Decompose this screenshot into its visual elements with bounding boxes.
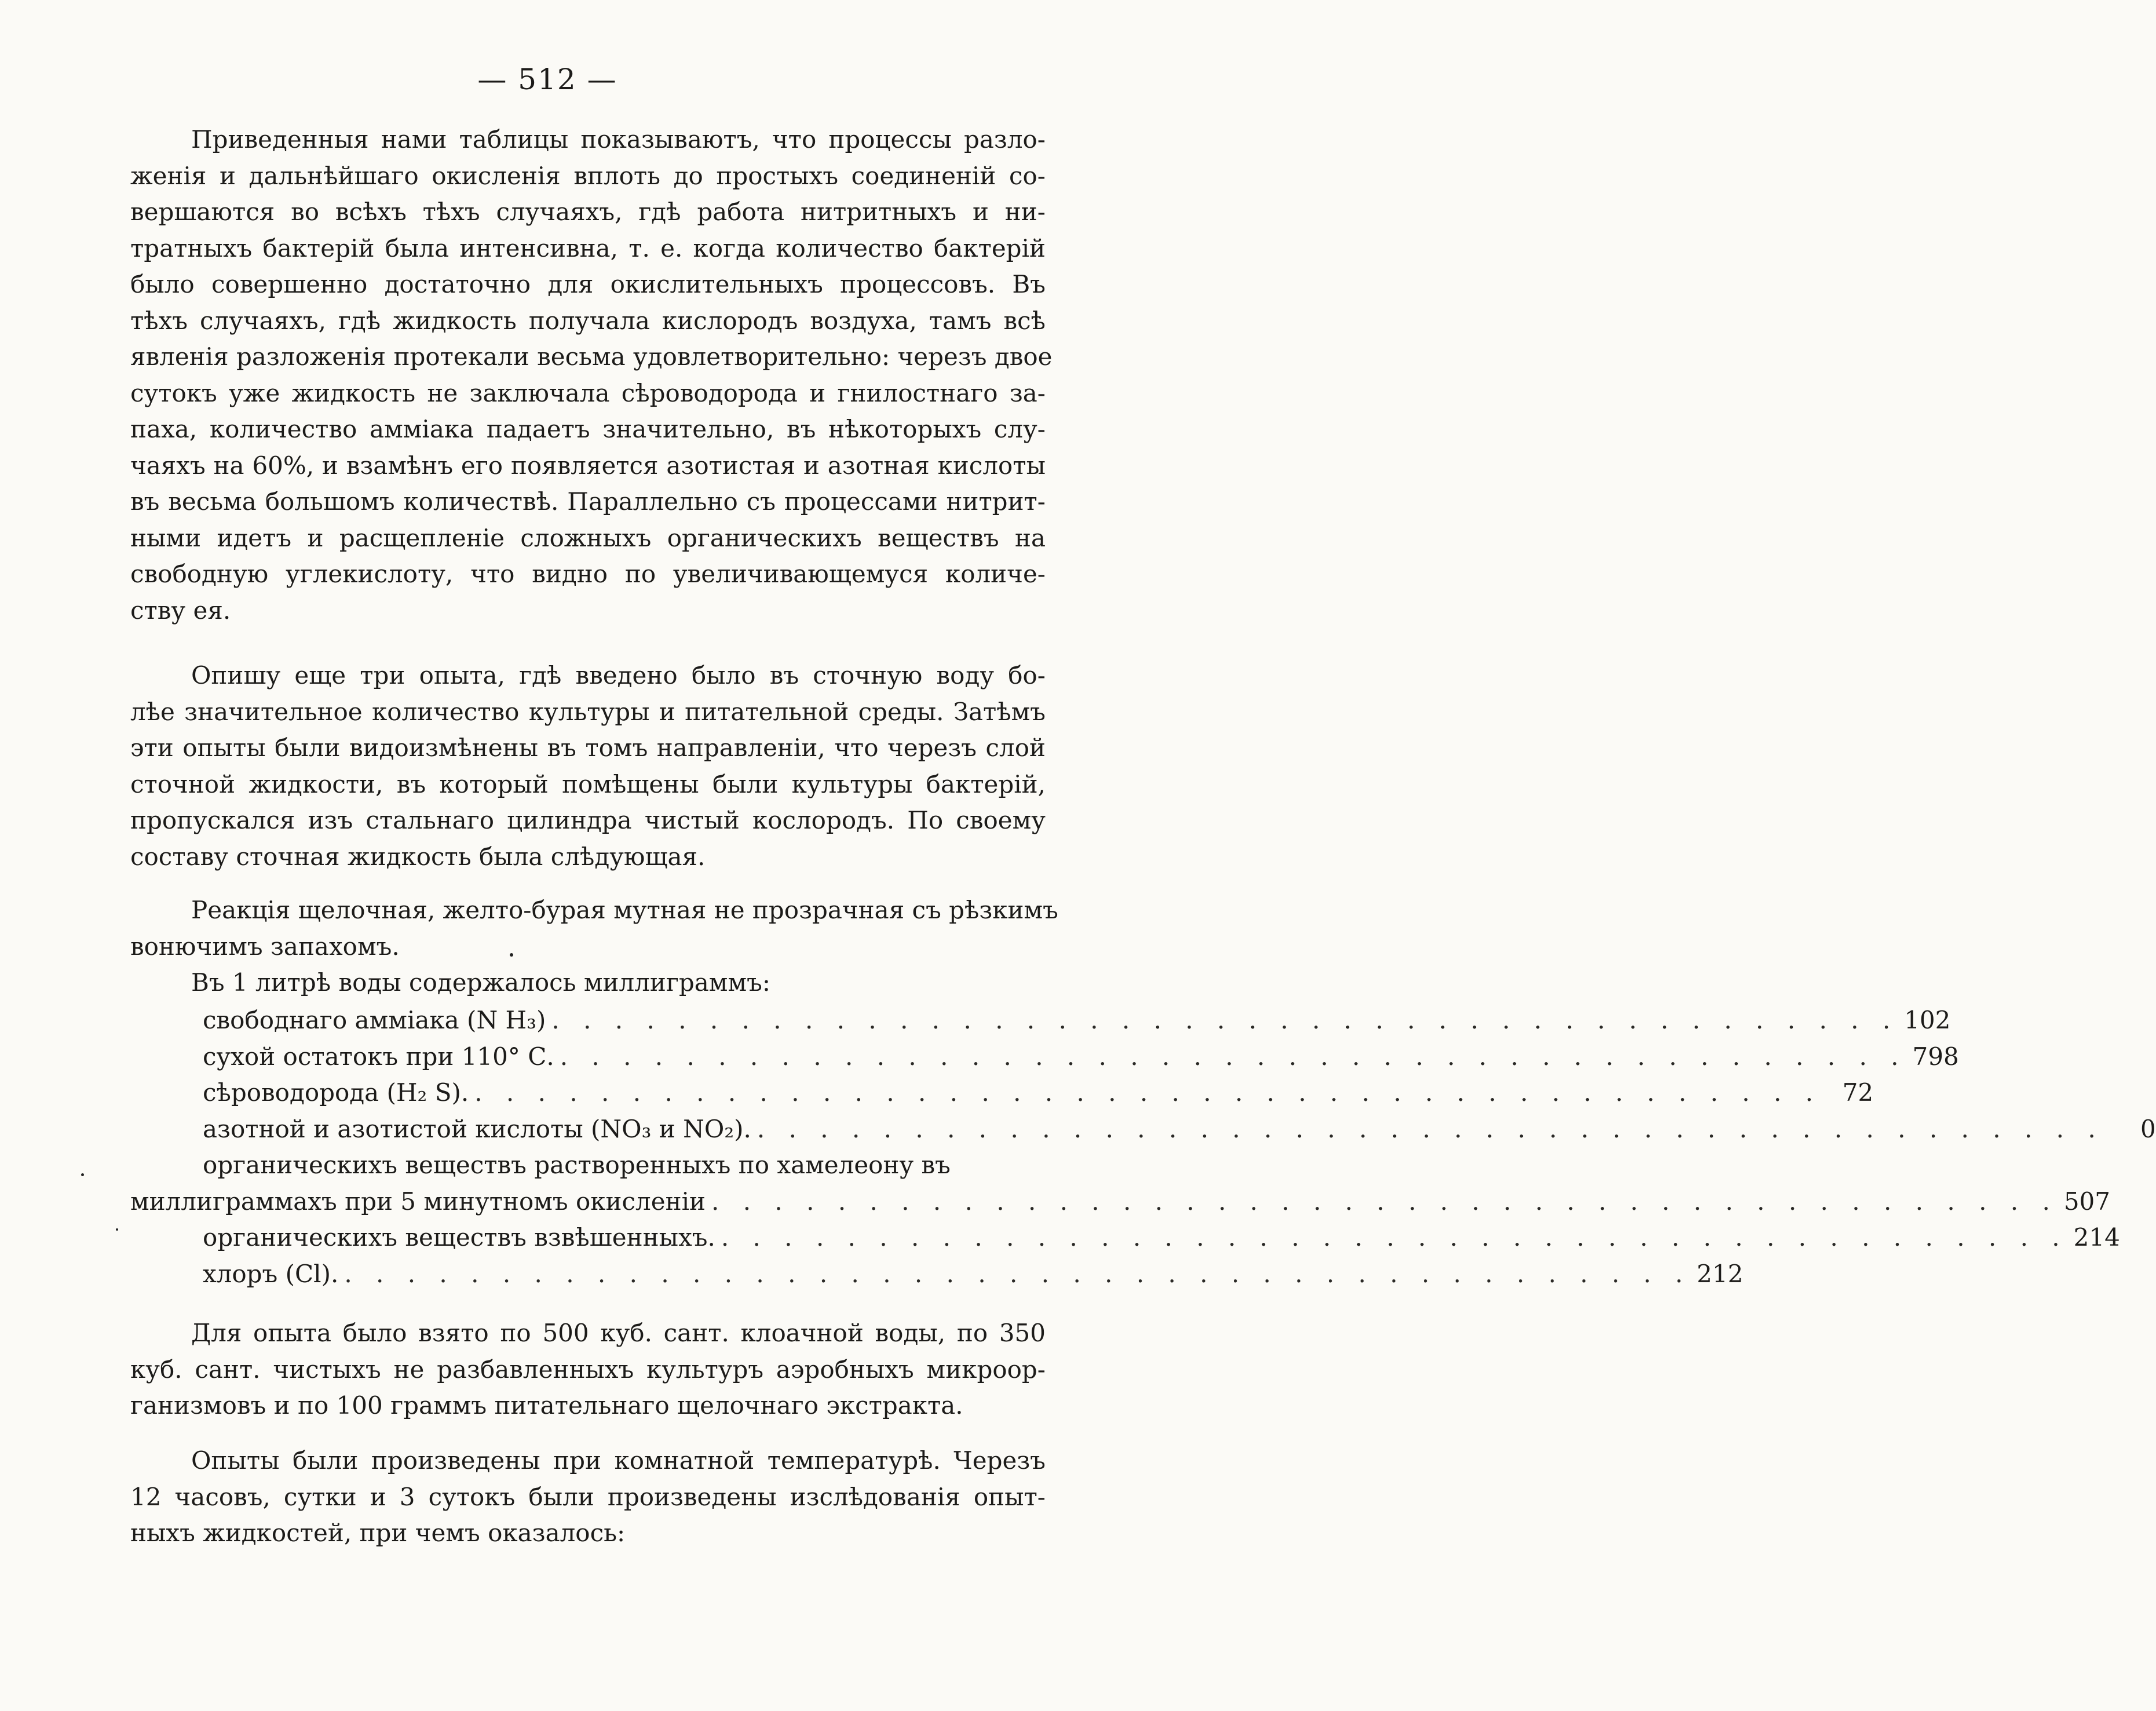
paragraph-2 xyxy=(130,658,1046,875)
text-line: составу сточная жидкость была слѣдующая. xyxy=(130,842,706,871)
composition-list xyxy=(130,1002,2156,1292)
text-line: было совершенно достаточно для окислительныхъ процессовъ. Въ xyxy=(130,270,1046,298)
text-line: вонючимъ запахомъ. xyxy=(130,932,400,961)
text-line: куб. сант. чистыхъ не разбавленныхъ культуръ аэробныхъ микроор- xyxy=(130,1355,1046,1384)
list-item-label: хлоръ (Cl). xyxy=(203,1259,339,1288)
text-line: эти опыты были видоизмѣнены въ томъ направленіи, что черезъ слой xyxy=(130,734,1046,762)
list-item xyxy=(130,1111,2156,1148)
paragraph-6 xyxy=(130,1443,1046,1552)
text-line: лѣе значительное количество культуры и питательной среды. Затѣмъ xyxy=(130,697,1046,726)
text-line: женія и дальнѣйшаго окисленія вплоть до простыхъ соединеній со- xyxy=(130,161,1046,190)
text-line: Въ 1 литрѣ воды содержалось миллиграммъ: xyxy=(191,968,771,997)
list-item-value: 102 xyxy=(1904,1006,1951,1034)
list-item-value: 212 xyxy=(1697,1259,1744,1288)
list-item-label: органическихъ веществъ растворенныхъ по хамелеону въ xyxy=(203,1151,951,1179)
leader-dots: . . . . . . . . . . . . . . . . . . . . . . . . . . . . . . . . . . . . . . . . . . . xyxy=(721,1223,2068,1252)
list-item-label: сѣроводорода (H₂ S). xyxy=(203,1078,469,1107)
leader-dots: . . . . . . . . . . . . . . . . . . . . . . . . . . . . . . . . . . . . . . . . . . . xyxy=(711,1187,2058,1216)
list-item-label: органическихъ веществъ взвѣшенныхъ. xyxy=(203,1223,715,1252)
text-line: сточной жидкости, въ который помѣщены были культуры бактерій, xyxy=(130,769,1046,798)
list-item-value: 798 xyxy=(1912,1042,1959,1071)
list-item xyxy=(130,1147,1057,1184)
leader-dots: . . . . . . . . . . . . . . . . . . . . . . . . . . . . . . . . . . . . . . . . . . . xyxy=(560,1042,1907,1071)
text-line: пропускался изъ стальнаго цилиндра чистый кослородъ. По своему xyxy=(130,806,1046,834)
text-line: Для опыта было взято по 500 куб. сант. клоачной воды, по 350 xyxy=(191,1319,1046,1347)
paragraph-1 xyxy=(130,122,1053,629)
print-speck xyxy=(116,1228,118,1231)
text-line: тратныхъ бактерій была интенсивна, т. е. когда количество бактерій xyxy=(130,234,1046,262)
text-line: явленія разложенія протекали весьма удовлетворительно: черезъ двое xyxy=(130,342,1053,371)
text-line: ству ея. xyxy=(130,596,231,625)
text-line: тѣхъ случаяхъ, гдѣ жидкость получала кислородъ воздуха, тамъ всѣ xyxy=(130,306,1046,335)
text-line: въ весьма большомъ количествѣ. Параллельно съ процессами нитрит- xyxy=(130,487,1046,516)
list-item xyxy=(130,1184,2110,1220)
list-item xyxy=(130,1256,1744,1293)
text-line: ными идетъ и расщепленіе сложныхъ органическихъ веществъ на xyxy=(130,523,1046,552)
text-line: Опыты были произведены при комнатной температурѣ. Черезъ xyxy=(191,1446,1046,1475)
paragraph-5 xyxy=(130,1315,1046,1424)
text-line: свободную углекислоту, что видно по увеличивающемуся количе- xyxy=(130,560,1046,588)
print-speck xyxy=(510,953,513,957)
leader-dots: . . . . . . . . . . . . . . . . . . . . . . . . . . . . . . . . . . . . . . . . . . . xyxy=(757,1114,2104,1143)
text-line: ныхъ жидкостей, при чемъ оказалось: xyxy=(130,1519,626,1547)
list-item-value: 214 xyxy=(2073,1223,2120,1252)
list-item xyxy=(130,1039,1959,1075)
leader-dots: . . . . . . . . . . . . . . . . . . . . . . . . . . . . . . . . . . . . . . . . . . . xyxy=(474,1078,1822,1107)
list-item-label: азотной и азотистой кислоты (NO₃ и NO₂). xyxy=(203,1114,751,1143)
text-line: вершаются во всѣхъ тѣхъ случаяхъ, гдѣ работа нитритныхъ и ни- xyxy=(130,198,1046,226)
leader-dots: . . . . . . . . . . . . . . . . . . . . . . . . . . . . . . . . . . . . . . . . . . . xyxy=(551,1006,1899,1034)
list-item xyxy=(130,1220,2120,1256)
text-line: ганизмовъ и по 100 граммъ питательнаго щелочнаго экстракта. xyxy=(130,1391,963,1420)
paragraph-3 xyxy=(130,892,1058,965)
list-item-label: сухой остатокъ при 110° С. xyxy=(203,1042,554,1071)
list-item-value: 72 xyxy=(1842,1078,1874,1107)
text-line: сутокъ уже жидкость не заключала сѣроводорода и гнилостнаго за- xyxy=(130,378,1046,407)
list-item xyxy=(130,1075,1874,1111)
print-speck xyxy=(81,1173,84,1176)
list-item-label: миллиграммахъ при 5 минутномъ окисленіи xyxy=(130,1187,706,1216)
list-item-label: свободнаго амміака (N H₃) xyxy=(203,1006,546,1034)
text-line: 12 часовъ, сутки и 3 сутокъ были произведены изслѣдованія опыт- xyxy=(130,1482,1046,1511)
text-line: Реакція щелочная, желто-бурая мутная не прозрачная съ рѣзкимъ xyxy=(191,896,1058,924)
paragraph-4 xyxy=(130,965,1046,1001)
list-item-value: 507 xyxy=(2063,1187,2110,1216)
text-line: паха, количество амміака падаетъ значительно, въ нѣкоторыхъ слу- xyxy=(130,415,1046,443)
list-item-value: 0 xyxy=(2140,1114,2156,1143)
leader-dots: . . . . . . . . . . . . . . . . . . . . . . . . . . . . . . . . . . . . . . . . . . . xyxy=(344,1259,1691,1288)
text-line: Опишу еще три опыта, гдѣ введено было въ сточную воду бо- xyxy=(191,661,1046,689)
list-item xyxy=(130,1002,1951,1039)
text-line: чаяхъ на 60%, и взамѣнъ его появляется азотистая и азотная кислоты xyxy=(130,451,1046,480)
text-line: Приведенныя нами таблицы показываютъ, что процессы разло- xyxy=(191,125,1046,154)
page-number: — 512 — xyxy=(477,63,617,96)
